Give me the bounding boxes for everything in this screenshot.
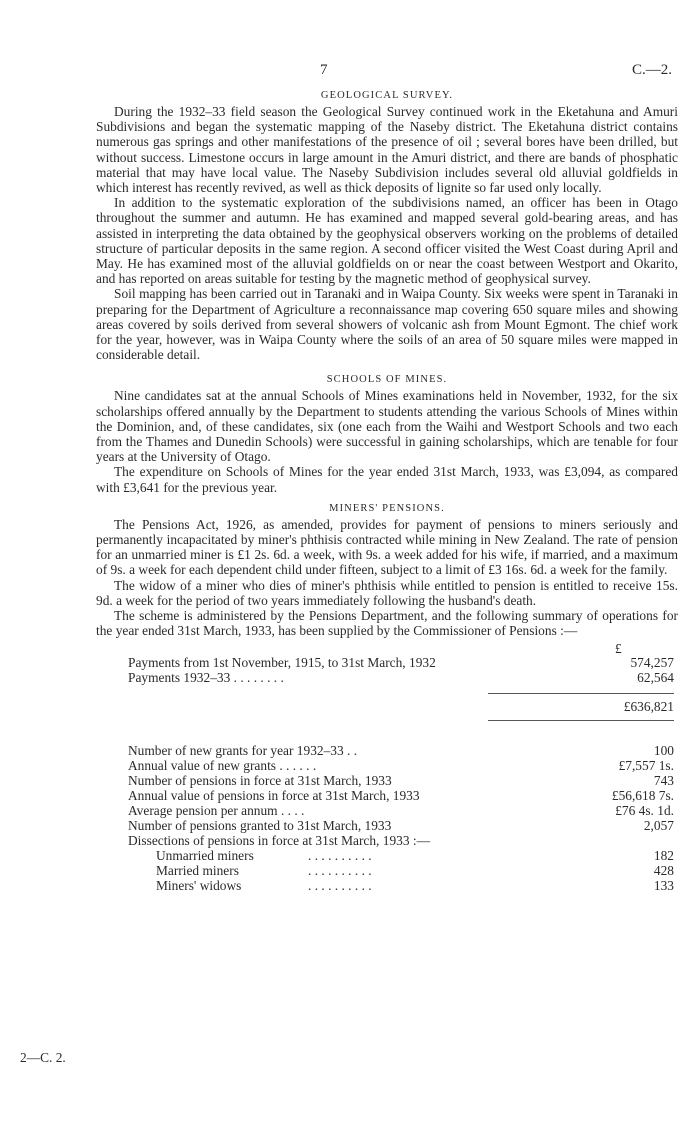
stat-row <box>96 773 678 788</box>
dissection-value: 428 <box>653 862 674 878</box>
stat-label: Annual value of pensions in force at 31st March, 1933 <box>128 787 420 803</box>
pensions-paragraph-3: The scheme is administered by the Pensions Department, and the following summary of operations for the year ended 31st March, 1933, has been supplied by the Commissioner of Pensions :— <box>96 608 678 639</box>
stat-row <box>96 833 678 848</box>
dissection-leader: . . . . . . . . . . <box>308 862 372 878</box>
stat-value: £7,557 1s. <box>618 757 674 773</box>
page-number: 7 <box>320 62 328 78</box>
pound-column-header: £ <box>615 640 622 656</box>
stat-row <box>96 743 678 758</box>
document-reference: C.—2. <box>631 62 672 78</box>
page-signature: 2—C. 2. <box>20 1050 66 1065</box>
pensions-paragraph-2: The widow of a miner who dies of miner's phthisis while entitled to pension is entitled to receive 15s. 9d. a week for the period of two years immediately following the husband's death. <box>96 577 678 608</box>
dissection-label: Unmarried miners <box>156 847 254 863</box>
stat-label: Number of new grants for year 1932–33 . . <box>128 742 358 758</box>
dissection-row <box>96 848 678 863</box>
stat-value: 743 <box>653 772 674 788</box>
stat-row <box>96 818 678 833</box>
stat-row <box>96 788 678 803</box>
payment-label: Payments 1932–33 . . . . . . . . <box>128 669 284 685</box>
geological-paragraph-2: In addition to the systematic exploration of the subdivisions named, an officer has been in Otago throughout the summer and autumn. He has examined and mapped several gold-bearing areas, and has assisted in interpreting the data obtained by the geophysical observers working on the problems of detailed structure of particular deposits in the same region. A second officer visited the West Coast during April and May. He has examined most of the alluvial goldfields on or near the coast between Westport and Okarito, and has reported on areas suitable for testing by the magnetic method of geophysical survey. <box>96 195 678 287</box>
payments-total: £636,821 <box>623 698 674 714</box>
pensions-paragraph-1: The Pensions Act, 1926, as amended, provides for payment of pensions to miners seriously and permanently incapacitated by miner's phthisis contracted while mining in New Zealand. The rate of pension for an unmarried miner is £1 2s. 6d. a week, with 9s. a week added for his wife, if married, and a maximum of 9s. a week for each dependent child under fifteen, subject to a limit of £3 16s. 6d. a week for the family. <box>96 516 678 578</box>
payment-label: Payments from 1st November, 1915, to 31st March, 1932 <box>128 654 436 670</box>
document-page <box>96 62 678 893</box>
payment-row <box>96 655 678 670</box>
stat-label: Dissections of pensions in force at 31st March, 1933 :— <box>128 832 430 848</box>
stat-value: 2,057 <box>643 817 674 833</box>
stat-label: Average pension per annum . . . . <box>128 802 305 818</box>
schools-paragraph-2: The expenditure on Schools of Mines for the year ended 31st March, 1933, was £3,094, as compared with £3,641 for the previous year. <box>96 464 678 495</box>
geological-paragraph-1: During the 1932–33 field season the Geological Survey continued work in the Eketahuna and Amuri Subdivisions and began the systematic mapping of the Naseby district. The Eketahuna district contains numerous gas springs and other manifestations of the presence of oil ; several bores have been drilled, but without success. Limestone occurs in large amount in the Amuri district, and there are bands of phosphatic material that may have local value. The Naseby Subdivision includes several old alluvial goldfields in which interest has recently revived, as well as thick deposits of lignite so far used only locally. <box>96 104 678 196</box>
stat-row <box>96 803 678 818</box>
stat-value: £76 4s. 1d. <box>615 802 674 818</box>
dissection-value: 133 <box>653 877 674 893</box>
total-rule <box>488 720 674 721</box>
dissection-row <box>96 878 678 893</box>
stat-label: Number of pensions in force at 31st March, 1933 <box>128 772 392 788</box>
payment-row <box>96 670 678 685</box>
page-header <box>96 62 678 84</box>
total-row <box>96 699 678 717</box>
total-rule <box>488 693 674 694</box>
stat-label: Annual value of new grants . . . . . . <box>128 757 317 773</box>
pensions-summary <box>96 641 678 893</box>
geological-paragraph-3: Soil mapping has been carried out in Taranaki and in Waipa County. Six weeks were spent in Taranaki in preparing for the Department of Agriculture a reconnaissance map covering 650 square miles and showing areas covered by soils derived from several showers of volcanic ash from Mount Egmont. The chief work for the year, however, was in Waipa County where the soils of an area of 50 square miles were mapped in considerable detail. <box>96 286 678 363</box>
dissection-leader: . . . . . . . . . . <box>308 877 372 893</box>
geological-survey-heading: GEOLOGICAL SURVEY. <box>320 90 454 101</box>
stat-value: £56,618 7s. <box>611 787 674 803</box>
dissection-label: Married miners <box>156 862 239 878</box>
dissection-row <box>96 863 678 878</box>
dissection-leader: . . . . . . . . . . <box>308 847 372 863</box>
schools-of-mines-heading: SCHOOLS OF MINES. <box>326 374 448 386</box>
dissection-value: 182 <box>653 847 674 863</box>
stat-value: 100 <box>653 742 674 758</box>
schools-paragraph-1: Nine candidates sat at the annual Schools of Mines examinations held in November, 1932, for the six scholarships offered annually by the Department to students attending the various Schools of Mines within the Dominion, and, of these candidates, six (one each from the Waihi and Westport Schools and two each from the Thames and Dunedin Schools) were successful in gaining scholarships, which are tenable for four years at the University of Otago. <box>96 388 678 465</box>
stat-row <box>96 758 678 773</box>
payment-value: 574,257 <box>630 654 674 670</box>
dissection-label: Miners' widows <box>156 877 242 893</box>
stat-label: Number of pensions granted to 31st March, 1933 <box>128 817 392 833</box>
payment-value: 62,564 <box>637 669 674 685</box>
miners-pensions-heading: MINERS' PENSIONS. <box>329 502 445 514</box>
